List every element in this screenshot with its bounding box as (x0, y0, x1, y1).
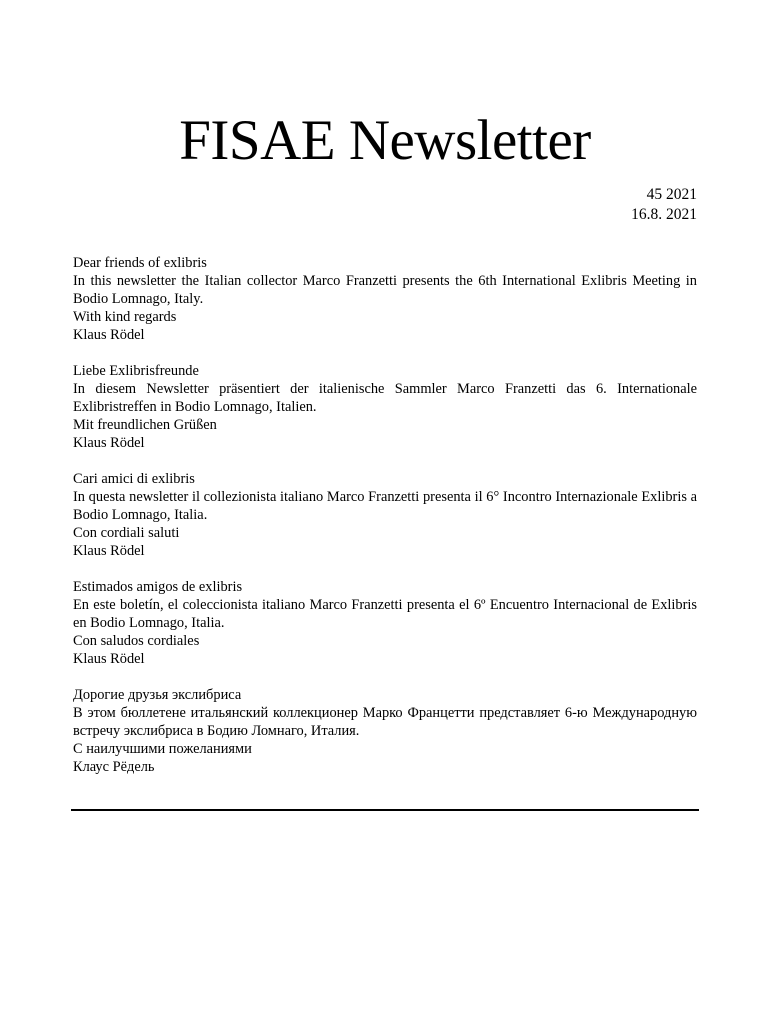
horizontal-divider (71, 809, 699, 811)
section-greeting: Dear friends of exlibris (73, 255, 207, 271)
section-english (73, 254, 697, 344)
section-text: In questa newsletter il collezionista italiano Marco Franzetti presenta il 6° Incontro Internazionale Exlibris a Bodio Lomnago, Italia. (73, 489, 697, 523)
section-signature: Klaus Rödel (73, 651, 145, 667)
section-text: En este boletín, el coleccionista italiano Marco Franzetti presenta el 6º Encuentro Internacional de Exlibris en Bodio Lomnago, Italia. (73, 597, 697, 631)
section-spanish (73, 578, 697, 668)
issue-info (631, 185, 697, 225)
section-russian (73, 686, 697, 776)
section-greeting: Estimados amigos de exlibris (73, 579, 243, 595)
section-greeting: Дорогие друзья экслибриса (73, 687, 242, 703)
section-signature: Klaus Rödel (73, 327, 145, 343)
section-italian (73, 470, 697, 560)
section-german (73, 362, 697, 452)
section-closing: Mit freundlichen Grüßen (73, 417, 217, 433)
section-greeting: Liebe Exlibrisfreunde (73, 363, 199, 379)
newsletter-body (73, 254, 697, 794)
newsletter-title: FISAE Newsletter (179, 109, 591, 172)
section-closing: With kind regards (73, 309, 177, 325)
section-closing: С наилучшими пожеланиями (73, 741, 252, 757)
section-closing: Con saludos cordiales (73, 633, 200, 649)
issue-number: 45 2021 (646, 186, 697, 203)
section-signature: Klaus Rödel (73, 435, 145, 451)
issue-date: 16.8. 2021 (631, 206, 697, 223)
section-closing: Con cordiali saluti (73, 525, 180, 541)
section-text: In this newsletter the Italian collector Marco Franzetti presents the 6th International Exlibris Meeting in Bodio Lomnago, Italy. (73, 273, 697, 307)
section-signature: Клаус Рёдель (73, 759, 155, 775)
section-text: В этом бюллетене итальянский коллекционер Марко Францетти представляет 6-ю Международную встречу экслибриса в Бодию Ломнаго, Италия. (73, 705, 697, 739)
section-greeting: Cari amici di exlibris (73, 471, 195, 487)
section-signature: Klaus Rödel (73, 543, 145, 559)
section-text: In diesem Newsletter präsentiert der italienische Sammler Marco Franzetti das 6. Internationale Exlibristreffen in Bodio Lomnago, Italien. (73, 381, 697, 415)
